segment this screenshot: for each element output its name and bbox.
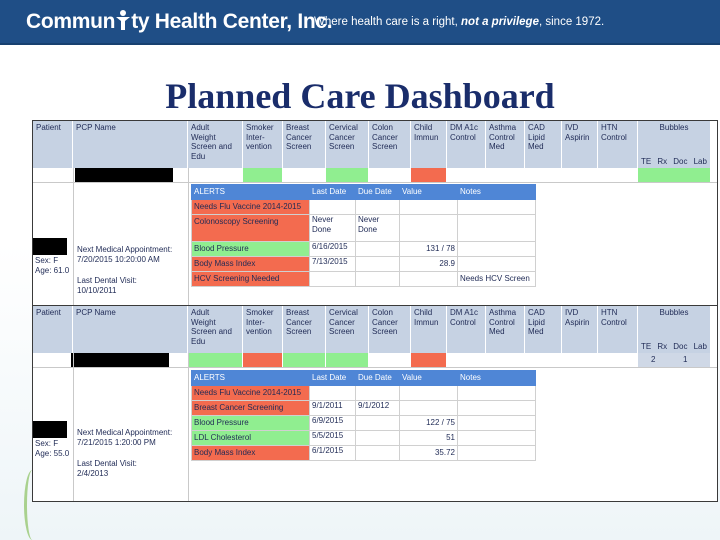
alert-last-date: [310, 200, 356, 215]
measure-flag-asthma[interactable]: [486, 168, 525, 182]
alert-due-date: [356, 446, 400, 461]
alert-last-date: Never Done: [310, 215, 356, 242]
alert-last-date: 6/9/2015: [310, 416, 356, 431]
alert-name[interactable]: Needs Flu Vaccine 2014-2015: [192, 200, 310, 215]
column-header-label: Cervical Cancer Screen: [329, 123, 358, 151]
measure-flag-htn-control[interactable]: [598, 168, 638, 182]
measure-flag-ivd-aspirin[interactable]: [562, 168, 598, 182]
column-header-label: IVD Aspirin: [565, 308, 590, 327]
alert-last-date: 6/16/2015: [310, 242, 356, 257]
column-header-htn-control[interactable]: [598, 121, 638, 168]
measure-flag-bubbles[interactable]: [638, 168, 711, 182]
alert-due-date: 9/1/2012: [356, 401, 400, 416]
column-header-label: Patient: [36, 308, 61, 317]
alert-last-date: 9/1/2011: [310, 401, 356, 416]
last-dental-value: 2/4/2013: [77, 469, 109, 478]
column-header-cervical-cancer[interactable]: [326, 121, 369, 168]
alert-last-date: 7/13/2015: [310, 257, 356, 272]
alerts-header-last-date: Last Date: [310, 185, 356, 200]
alerts-table: [191, 184, 536, 287]
measure-flag-dm-a1c[interactable]: [447, 168, 486, 182]
alerts-header-alerts: ALERTS: [192, 185, 310, 200]
column-header-label: PCP Name: [76, 123, 116, 132]
bubbles-sub-te: TE: [641, 341, 652, 351]
alerts-header-due-date: Due Date: [356, 185, 400, 200]
column-header-smoker[interactable]: [243, 121, 283, 168]
next-appointment-label: Next Medical Appointment:: [77, 428, 173, 437]
measure-flag-cervical-cancer[interactable]: [326, 168, 369, 182]
column-header-label: CAD Lipid Med: [528, 308, 545, 336]
measure-flag-htn-control[interactable]: [598, 353, 638, 367]
alert-notes: [458, 446, 536, 461]
alert-value: 131 / 78: [400, 242, 458, 257]
alert-row[interactable]: [192, 200, 536, 215]
column-header-label: Bubbles: [659, 308, 689, 317]
column-header-label: Asthma Control Med: [489, 308, 517, 336]
column-header-colon-cancer[interactable]: [369, 306, 411, 353]
column-header-patient[interactable]: [33, 121, 73, 168]
page-title: Planned Care Dashboard: [165, 76, 555, 116]
column-header-asthma[interactable]: [486, 306, 525, 353]
column-header-patient[interactable]: [33, 306, 73, 353]
alert-due-date: [356, 431, 400, 446]
alert-row[interactable]: [192, 416, 536, 431]
alert-value: [400, 215, 458, 242]
alerts-header-alerts: ALERTS: [192, 371, 310, 386]
alert-value: [400, 200, 458, 215]
column-header-smoker[interactable]: [243, 306, 283, 353]
measure-flag-child-immun[interactable]: [411, 353, 447, 367]
alert-notes: [458, 215, 536, 242]
alert-name[interactable]: Colonoscopy Screening: [192, 215, 310, 242]
patient-age: Age: 61.0: [35, 266, 70, 275]
bubbles-sub-doc: Doc: [673, 341, 688, 351]
grid-line: [33, 367, 717, 368]
alert-notes: [458, 416, 536, 431]
alert-row[interactable]: [192, 446, 536, 461]
alert-name[interactable]: Needs Flu Vaccine 2014-2015: [192, 386, 310, 401]
alert-notes: [458, 431, 536, 446]
column-header-ivd-aspirin[interactable]: [562, 306, 598, 353]
measure-flag-colon-cancer[interactable]: [369, 168, 411, 182]
alert-row[interactable]: [192, 215, 536, 242]
column-header-cad-lipid[interactable]: [525, 121, 562, 168]
alert-notes: Needs HCV Screen: [458, 272, 536, 287]
alerts-header-due-date: Due Date: [356, 371, 400, 386]
alerts-header-notes: Notes: [458, 185, 536, 200]
brand-logo[interactable]: [26, 9, 332, 34]
measure-flag-asthma[interactable]: [486, 353, 525, 367]
alert-due-date: Never Done: [356, 215, 400, 242]
bubbles-sub-lab: Lab: [693, 341, 707, 351]
measure-flag-cervical-cancer[interactable]: [326, 353, 369, 367]
bubbles-sub-te: TE: [641, 156, 652, 166]
column-header-bubbles[interactable]: [638, 121, 711, 168]
column-header-label: Breast Cancer Screen: [286, 123, 312, 151]
column-header-label: DM A1c Control: [450, 308, 479, 327]
redacted-patient-name: [32, 238, 67, 255]
alert-notes: [458, 401, 536, 416]
column-header-breast-cancer[interactable]: [283, 121, 326, 168]
alerts-header-notes: Notes: [458, 371, 536, 386]
alerts-header-value: Value: [400, 185, 458, 200]
alert-name[interactable]: Body Mass Index: [192, 257, 310, 272]
measure-flag-adult-weight[interactable]: [188, 168, 243, 182]
alerts-header-row: [192, 371, 536, 386]
alert-name[interactable]: Blood Pressure: [192, 242, 310, 257]
next-appointment-value[interactable]: 7/20/2015 10:20:00 AM: [77, 255, 160, 264]
column-header-label: Adult Weight Screen and Edu: [191, 308, 232, 346]
bubbles-sub-rx: Rx: [657, 156, 668, 166]
column-header-adult-weight[interactable]: [188, 121, 243, 168]
column-header-child-immun[interactable]: [411, 306, 447, 353]
column-header-pcp-name[interactable]: [73, 121, 188, 168]
column-header-label: Cervical Cancer Screen: [329, 308, 358, 336]
alert-due-date: [356, 257, 400, 272]
alert-value: [400, 272, 458, 287]
bubbles-subheaders: [638, 157, 710, 167]
alert-value: 51: [400, 431, 458, 446]
alerts-header-value: Value: [400, 371, 458, 386]
column-header-htn-control[interactable]: [598, 306, 638, 353]
alert-due-date: [356, 272, 400, 287]
person-figure-icon: [115, 9, 131, 31]
column-header-label: HTN Control: [601, 308, 627, 327]
alert-due-date: [356, 200, 400, 215]
alert-notes: [458, 257, 536, 272]
redacted-pcp-name: [71, 353, 169, 367]
column-header-label: Bubbles: [659, 123, 689, 132]
measure-flag-breast-cancer[interactable]: [283, 353, 326, 367]
measure-flag-cad-lipid[interactable]: [525, 353, 562, 367]
alert-row[interactable]: [192, 401, 536, 416]
patient-sex: Sex: F: [35, 439, 59, 448]
column-header-label: HTN Control: [601, 123, 627, 142]
measure-flag-adult-weight[interactable]: [188, 353, 243, 367]
alert-notes: [458, 386, 536, 401]
patient-age: Age: 55.0: [35, 449, 70, 458]
bubble-count-doc[interactable]: 1: [683, 355, 688, 364]
alert-value: [400, 386, 458, 401]
alert-value: 35.72: [400, 446, 458, 461]
bubbles-subheaders: [638, 342, 710, 352]
alert-row[interactable]: [192, 242, 536, 257]
redacted-pcp-name: [75, 168, 173, 182]
alert-notes: [458, 242, 536, 257]
measure-flag-smoker[interactable]: [243, 168, 283, 182]
alerts-table: [191, 370, 536, 461]
alert-notes: [458, 200, 536, 215]
alert-value: 122 / 75: [400, 416, 458, 431]
alert-last-date: [310, 386, 356, 401]
column-header-label: Adult Weight Screen and Edu: [191, 123, 232, 161]
column-header-bubbles[interactable]: [638, 306, 711, 353]
column-header-label: Colon Cancer Screen: [372, 308, 398, 336]
column-header-dm-a1c[interactable]: [447, 121, 486, 168]
patient-panel-1: [32, 120, 718, 317]
measure-flag-dm-a1c[interactable]: [447, 353, 486, 367]
measure-flag-colon-cancer[interactable]: [369, 353, 411, 367]
column-header-asthma[interactable]: [486, 121, 525, 168]
bubble-count-te[interactable]: 2: [651, 355, 656, 364]
brand-name-part1: Commun: [26, 10, 116, 33]
column-header-pcp-name[interactable]: [73, 306, 188, 353]
alert-row[interactable]: [192, 386, 536, 401]
bubbles-sub-lab: Lab: [693, 156, 707, 166]
column-header-label: Asthma Control Med: [489, 123, 517, 151]
column-header-label: Child Immun: [414, 308, 439, 327]
column-header-label: IVD Aspirin: [565, 123, 590, 142]
alert-row[interactable]: [192, 431, 536, 446]
bubbles-sub-doc: Doc: [673, 156, 688, 166]
grid-line: [73, 168, 74, 316]
alert-last-date: [310, 272, 356, 287]
bubbles-sub-rx: Rx: [657, 341, 668, 351]
alert-name[interactable]: Body Mass Index: [192, 446, 310, 461]
column-header-label: Child Immun: [414, 123, 439, 142]
grid-line: [188, 353, 189, 501]
alert-row[interactable]: [192, 257, 536, 272]
measure-flag-smoker[interactable]: [243, 353, 283, 367]
column-header-label: PCP Name: [76, 308, 116, 317]
alert-name[interactable]: HCV Screening Needed: [192, 272, 310, 287]
measure-flag-ivd-aspirin[interactable]: [562, 353, 598, 367]
column-header-ivd-aspirin[interactable]: [562, 121, 598, 168]
column-header-breast-cancer[interactable]: [283, 306, 326, 353]
alert-last-date: 6/1/2015: [310, 446, 356, 461]
column-header-child-immun[interactable]: [411, 121, 447, 168]
header-banner: [0, 0, 720, 45]
alerts-header-row: [192, 185, 536, 200]
column-header-label: Colon Cancer Screen: [372, 123, 398, 151]
column-header-adult-weight[interactable]: [188, 306, 243, 353]
redacted-patient-name: [32, 421, 67, 438]
last-dental-value: 10/10/2011: [77, 286, 117, 295]
column-header-dm-a1c[interactable]: [447, 306, 486, 353]
brand-tagline: Where health care is a right, not a privilege, since 1972.: [314, 16, 605, 28]
alert-name[interactable]: LDL Cholesterol: [192, 431, 310, 446]
alert-row[interactable]: [192, 272, 536, 287]
alert-due-date: [356, 416, 400, 431]
alert-last-date: 5/5/2015: [310, 431, 356, 446]
column-header-cervical-cancer[interactable]: [326, 306, 369, 353]
measure-flag-breast-cancer[interactable]: [283, 168, 326, 182]
column-header-label: Breast Cancer Screen: [286, 308, 312, 336]
column-header-cad-lipid[interactable]: [525, 306, 562, 353]
grid-line: [188, 168, 189, 316]
column-header-colon-cancer[interactable]: [369, 121, 411, 168]
column-header-label: Smoker Inter- vention: [246, 123, 274, 151]
next-appointment-value[interactable]: 7/21/2015 1:20:00 PM: [77, 438, 156, 447]
alerts-header-last-date: Last Date: [310, 371, 356, 386]
column-header-label: CAD Lipid Med: [528, 123, 545, 151]
alert-due-date: [356, 242, 400, 257]
patient-panel-2: [32, 305, 718, 502]
last-dental-label: Last Dental Visit:: [77, 276, 137, 285]
grid-line: [73, 353, 74, 501]
brand-name-part2: ty Health Center, Inc.: [131, 10, 333, 33]
column-header-label: DM A1c Control: [450, 123, 479, 142]
alert-value: [400, 401, 458, 416]
patient-sex: Sex: F: [35, 256, 59, 265]
measure-flag-bubbles[interactable]: [638, 353, 711, 367]
last-dental-label: Last Dental Visit:: [77, 459, 137, 468]
column-header-label: Patient: [36, 123, 61, 132]
measure-flag-cad-lipid[interactable]: [525, 168, 562, 182]
column-header-label: Smoker Inter- vention: [246, 308, 274, 336]
grid-line: [33, 182, 717, 183]
alert-name[interactable]: Blood Pressure: [192, 416, 310, 431]
next-appointment-label: Next Medical Appointment:: [77, 245, 173, 254]
alert-due-date: [356, 386, 400, 401]
alert-name[interactable]: Breast Cancer Screening: [192, 401, 310, 416]
measure-flag-child-immun[interactable]: [411, 168, 447, 182]
alert-value: 28.9: [400, 257, 458, 272]
